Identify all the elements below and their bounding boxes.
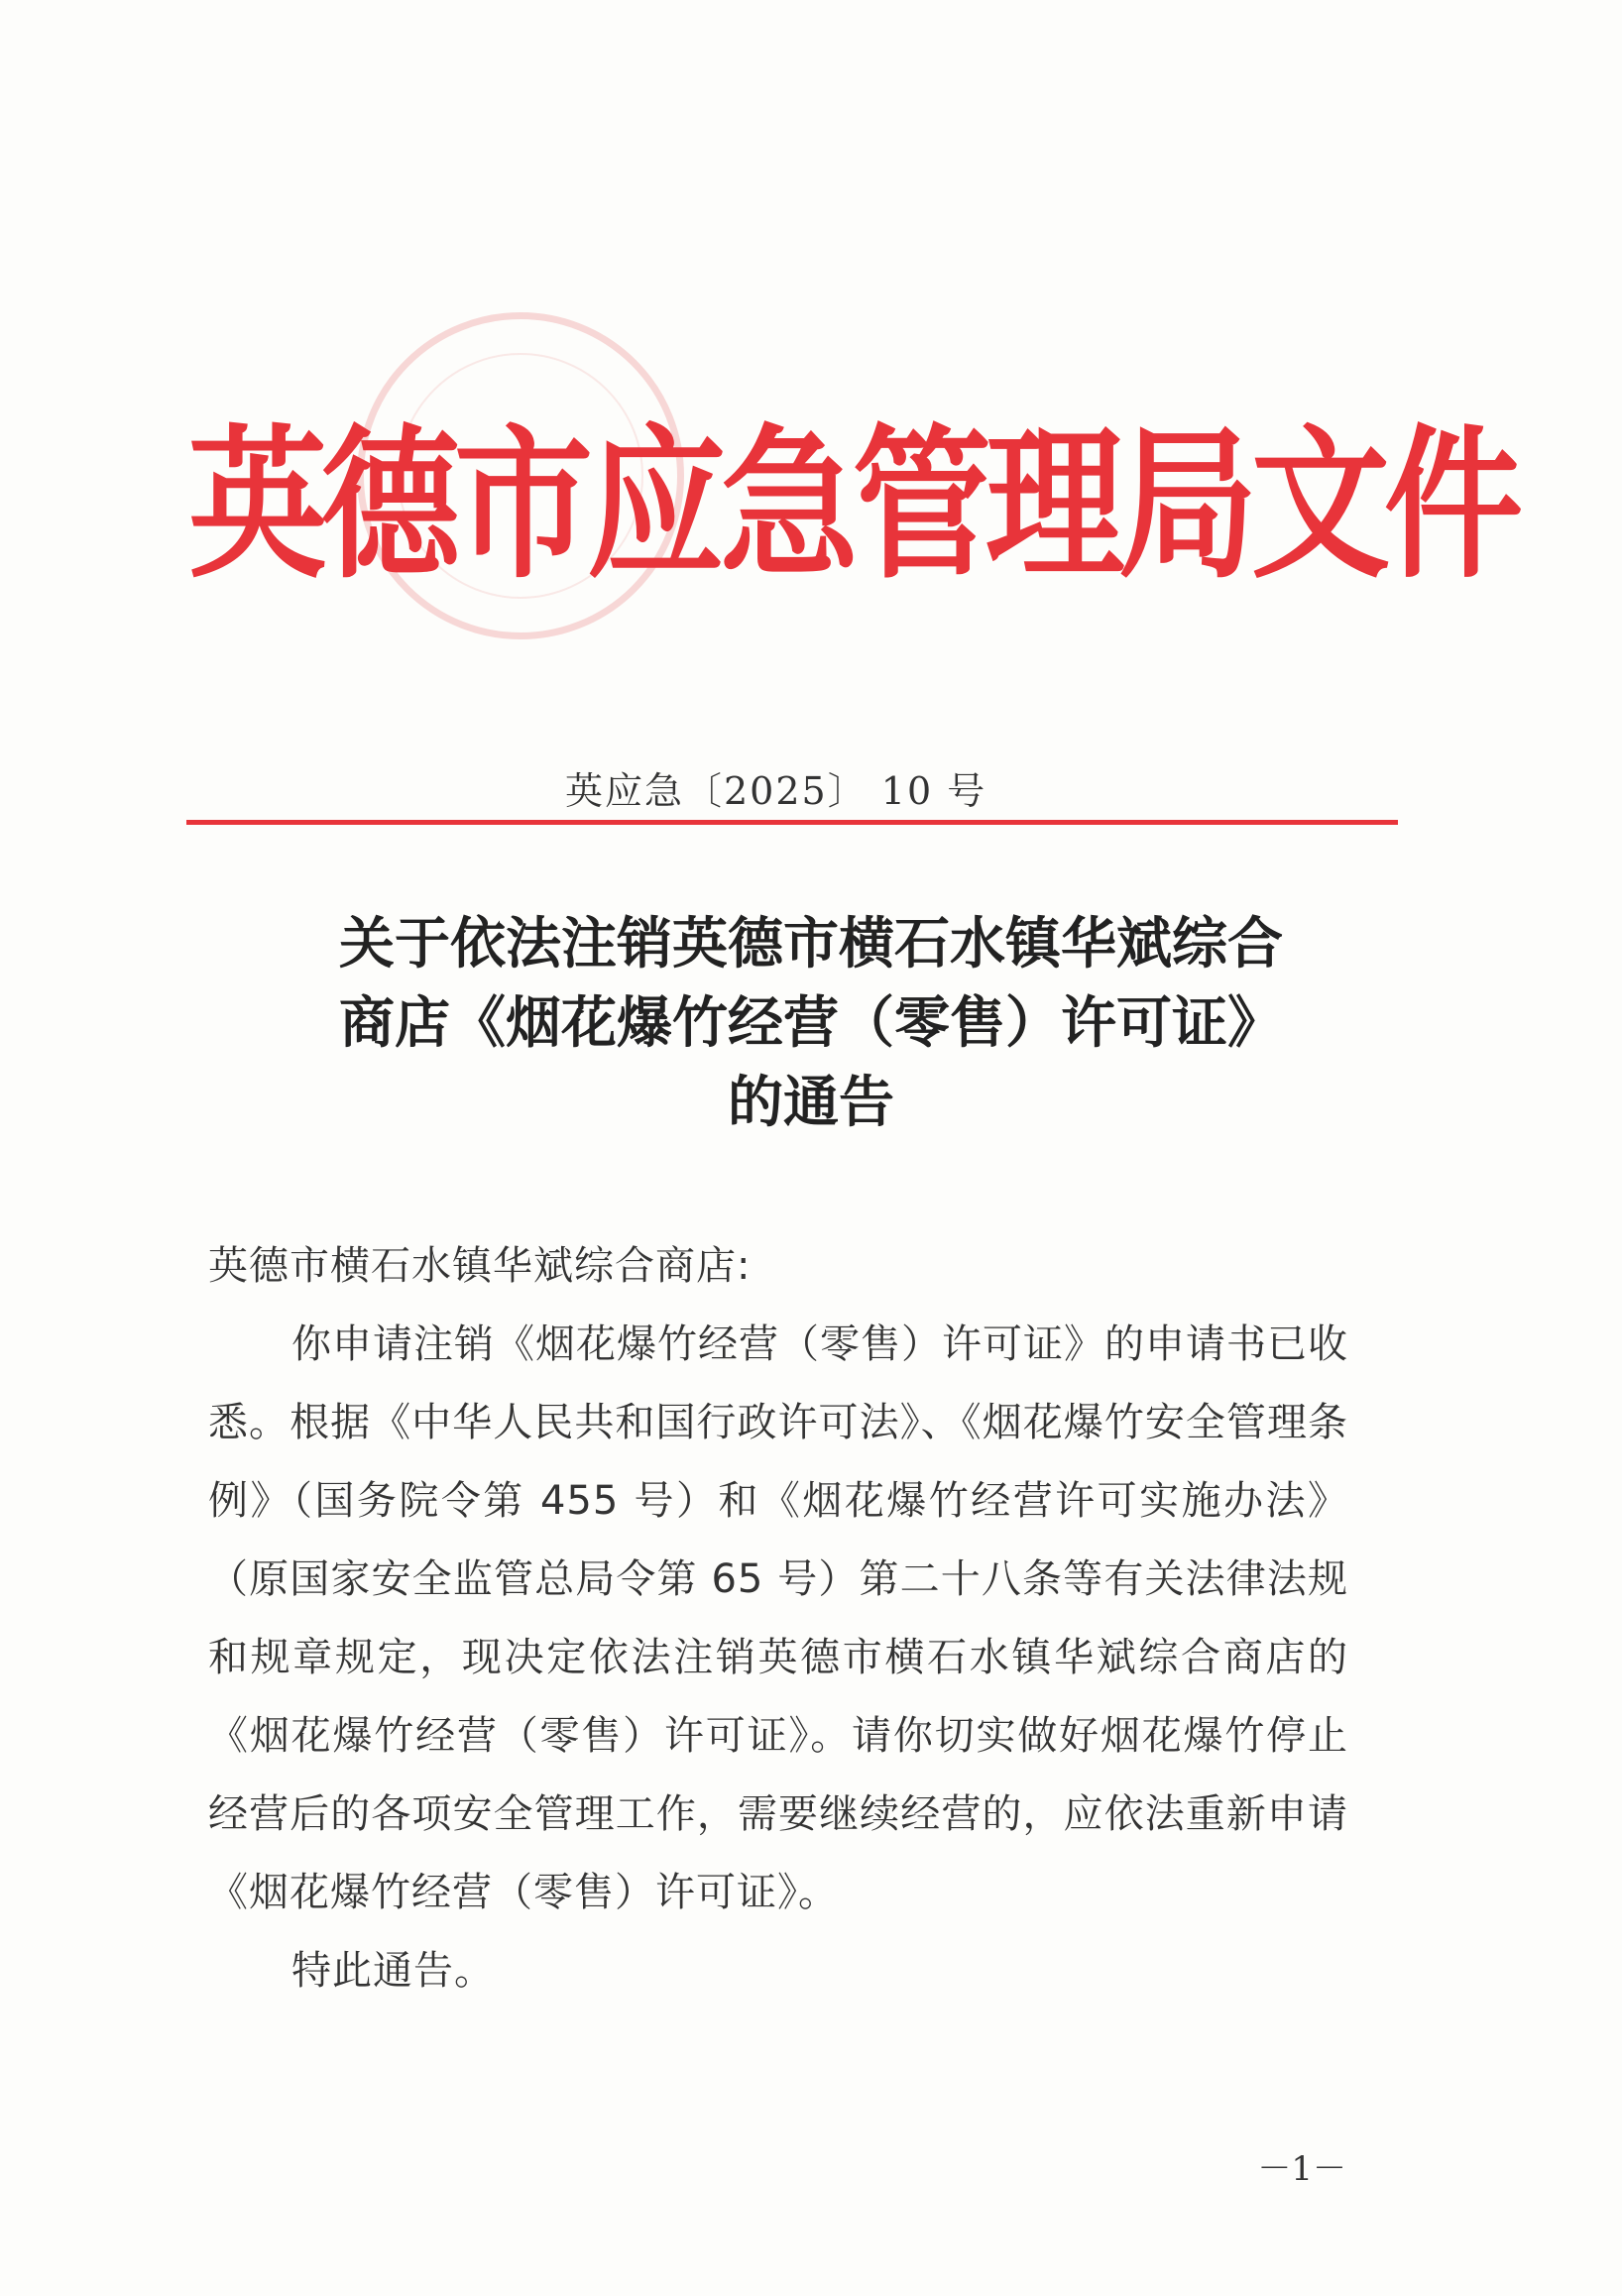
header-red-divider (186, 820, 1398, 825)
document-number: 英应急〔2025〕 10 号 (565, 769, 987, 813)
closing-line: 特此通告。 (291, 1948, 495, 1994)
notice-body (208, 1227, 1348, 2010)
page-number: －1－ (1257, 2149, 1346, 2189)
issuer-header-title: 英德市应急管理局文件 (188, 409, 1518, 602)
notice-title-line-1: 关于依法注销英德市横石水镇华斌综合 (339, 911, 1283, 976)
notice-title-line-2: 商店《烟花爆竹经营（零售）许可证》 (339, 990, 1283, 1056)
salutation: 英德市横石水镇华斌综合商店: (208, 1243, 752, 1289)
notice-title-line-3: 的通告 (728, 1070, 894, 1135)
notice-title (198, 904, 1424, 1142)
main-paragraph: 你申请注销《烟花爆竹经营（零售）许可证》的申请书已收悉。根据《中华人民共和国行政许可法》、《烟花爆竹安全管理条例》（国务院令第 455 号）和《烟花爆竹经营许可实施办法》（原国家安全监管总局令第 65 号）第二十八条等有关法律法规和规章规定，现决定依法注销英德市横石水镇华斌综合商店的《烟花爆竹经营（零售）许可证》。请你切实做好烟花爆竹停止经营后的各项安全管理工作，需要继续经营的，应依法重新申请《烟花爆竹经营（零售）许可证》。 (208, 1321, 1348, 1915)
